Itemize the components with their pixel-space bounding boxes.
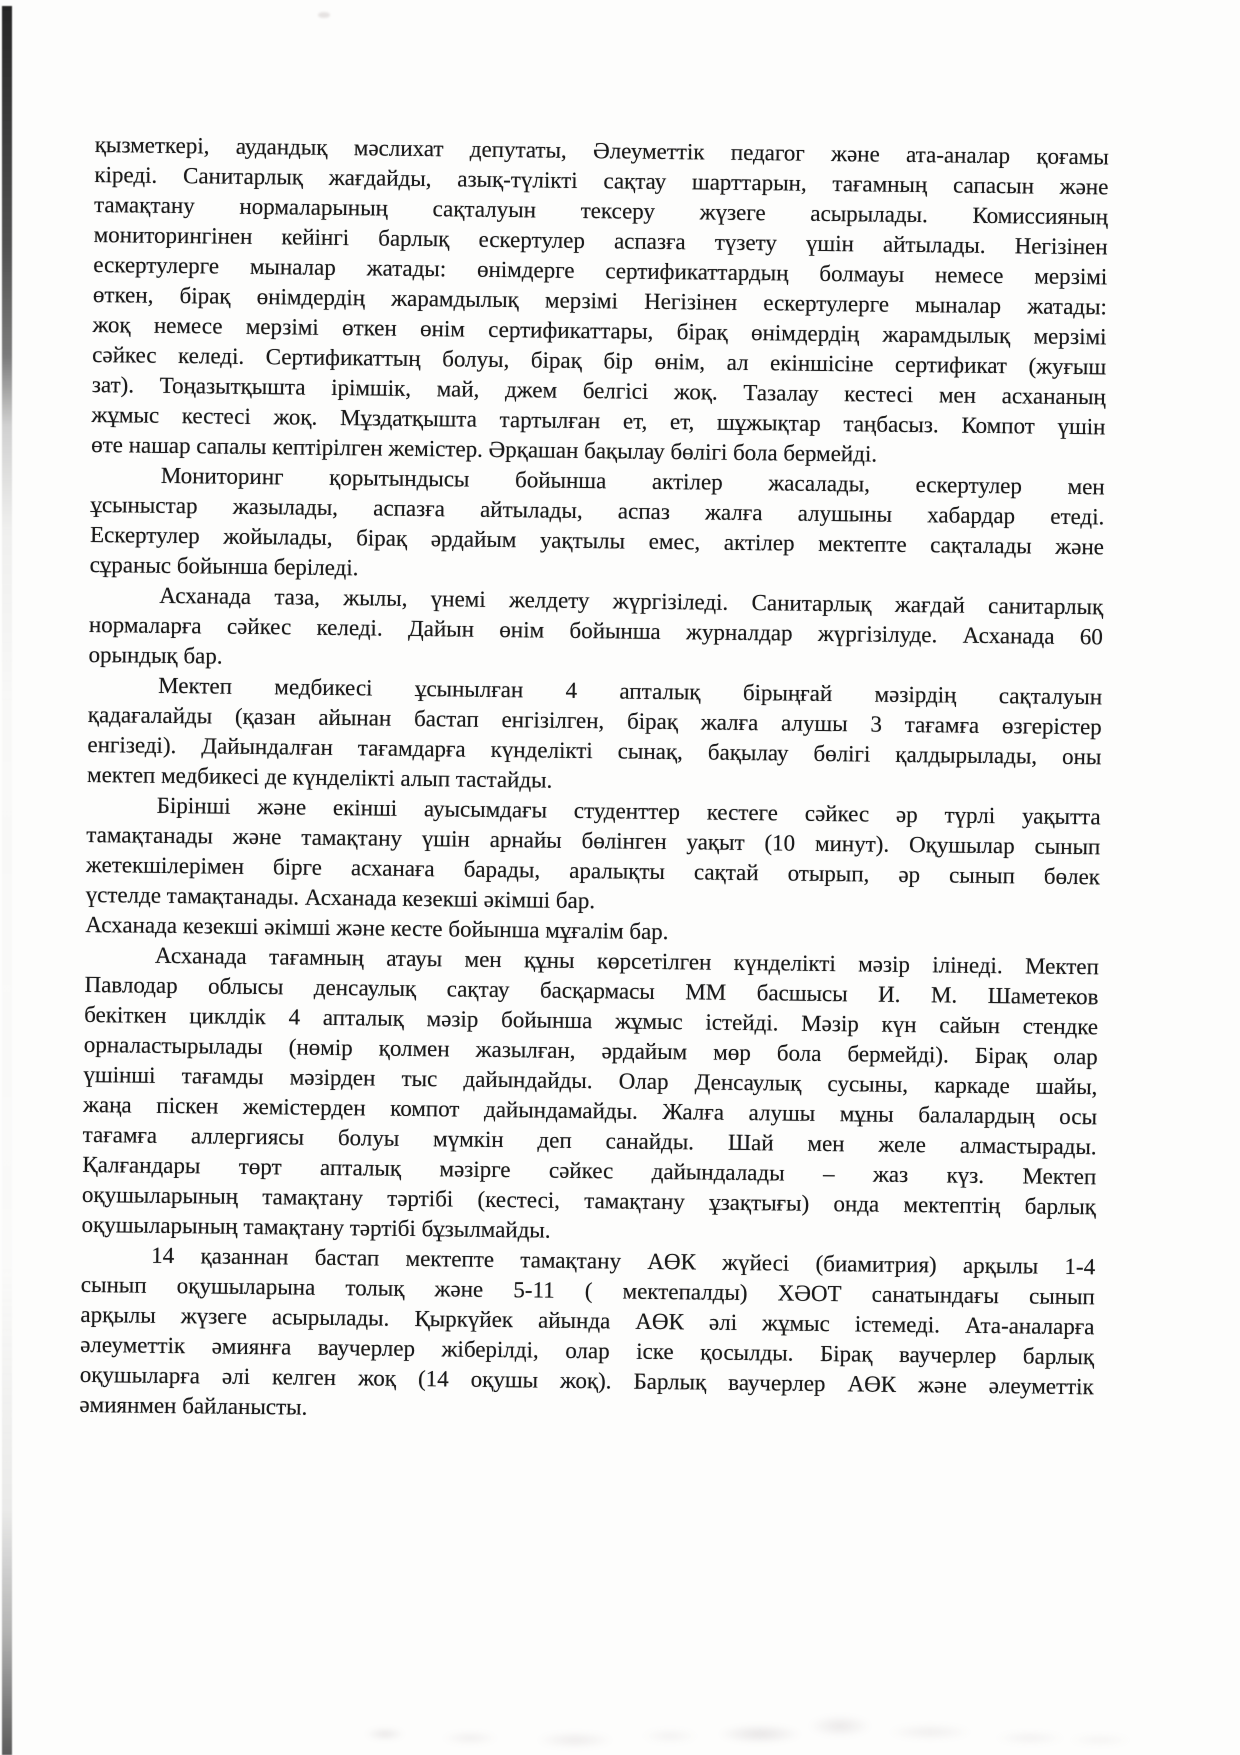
text-line: Павлодар облысы денсаулық сақтау басқармасы ММ басшысы И. М. Шаметеков (84, 971, 1099, 1010)
text-line: кіреді. Санитарлық жағдайды, азық-түлікті сақтау шарттарын, тағамның сапасын және (94, 161, 1109, 200)
text-line: Ескертулер жойылады, бірақ әрдайым уақтылы емес, актілер мектепте сақталады және (89, 521, 1105, 560)
text-line: Мектеп медбикесі ұсынылған 4 апталық бірыңғай мәзірдің сақталуын (158, 672, 1103, 710)
text-line: ескертулерге мыналар жатады: өнімдерге сертификаттардың болмауы немесе мерзімі (93, 251, 1108, 290)
text-line: нормаларға сәйкес келеді. Дайын өнім бойынша журналдар жүргізілуде. Асханада 60 (88, 611, 1104, 650)
text-line: орналастырылады (нөмір қолмен жазылған, әрдайым мөр бола бермейді). Бірақ олар (83, 1031, 1098, 1070)
text-line: тамақтанады және тамақтану үшін арнайы бөлінген уақыт (10 минут). Оқушылар сынып (86, 821, 1101, 860)
bleed-through-smudge (340, 1696, 1150, 1750)
text-line: жетекшілерімен бірге асханаға барады, аралықты сақтай отырып, әр сынып бөлек (85, 851, 1101, 890)
scan-edge-artifact (2, 6, 12, 1755)
text-line: әмиянмен байланысты. (79, 1391, 308, 1420)
text-line: ұсыныстар жазылады, аспазға айтылады, аспаз жалға алушыны хабардар етеді. (90, 491, 1105, 530)
text-line: Асханада кезекші әкімші және кесте бойынша мұғалім бар. (85, 911, 669, 945)
text-line: Қалғандары төрт апталық мәзірге сәйкес дайындалады – жаз күз. Мектеп (82, 1151, 1097, 1190)
text-line: оқушыларының тамақтану тәртібі (кестесі, тамақтану ұзақтығы) онда мектептің барлық (81, 1181, 1097, 1220)
text-line: тағамға аллергиясы болуы мүмкін деп санайды. Шай мен желе алмастырады. (82, 1121, 1097, 1160)
document-text (79, 130, 1109, 1432)
scan-speck (318, 12, 330, 18)
text-line: Мониторинг қорытындысы бойынша актілер жасалады, ескертулер мен (160, 462, 1105, 500)
text-line: қызметкері, аудандық мәслихат депутаты, Әлеуметтік педагог және ата-аналар қоғамы (94, 131, 1109, 170)
text-line: өте нашар сапалы кептірілген жемістер. Әрқашан бақылау бөлігі бола бермейді. (91, 431, 878, 467)
text-line: оқушыларға әлі келген жоқ (14 оқушы жоқ). Барлық ваучерлер АӨК және әлеуметтік (79, 1361, 1094, 1400)
text-line: енгізеді). Дайындалған тағамдарға күнделікті сынақ, бақылау бөлігі қалдырылады, оны (87, 731, 1102, 770)
text-line: оқушыларының тамақтану тәртібі бұзылмайды. (81, 1211, 551, 1243)
text-line: үшінші тағамды мәзірден тыс дайындайды. Олар Денсаулық сусыны, каркаде шайы, (83, 1061, 1098, 1100)
text-line: сәйкес келеді. Сертификаттың болуы, бірақ бір өнім, ал екіншісіне сертификат (жуғыш (92, 341, 1107, 380)
text-line: мектеп медбикесі де күнделікті алып тастайды. (86, 761, 553, 793)
text-line: жоқ немесе мерзімі өткен өнім сертификаттары, бірақ өнімдердің жарамдылық мерзімі (92, 311, 1107, 350)
text-line: өткен, бірақ өнімдердің жарамдылық мерзімі Негізінен ескертулерге мыналар жатады: (92, 281, 1108, 320)
text-line: жұмыс кестесі жоқ. Мұздатқышта тартылған ет, ет, шұжықтар таңбасыз. Компот үшін (91, 401, 1106, 440)
text-line: сұраныс бойынша беріледі. (89, 551, 359, 581)
text-line: Асханада таза, жылы, үнемі желдету жүргізіледі. Санитарлық жағдай санитарлық (159, 582, 1104, 620)
text-line: қадағалайды (қазан айынан бастап енгізілген, бірақ жалға алушы 3 тағамға өзгерістер (87, 701, 1102, 740)
text-line: мониторингінен кейінгі барлық ескертулер аспазға түзету үшін айтылады. Негізінен (93, 221, 1108, 260)
text-line: үстелде тамақтанады. Асханада кезекші әкімші бар. (85, 881, 596, 914)
text-line: Асханада тағамның атауы мен құны көрсетілген күнделікті мәзір ілінеді. Мектеп (154, 942, 1100, 980)
text-line: зат). Тоңазытқышта ірімшік, май, джем белгісі жоқ. Тазалау кестесі мен асхананың (91, 371, 1106, 410)
text-line: орындық бар. (88, 641, 223, 669)
text-line: 14 қазаннан бастап мектепте тамақтану АӨК жүйесі (биамитрия) арқылы 1-4 (151, 1242, 1096, 1280)
text-line: арқылы жүзеге асырылады. Қыркүйек айында АӨК әлі жұмыс істемеді. Ата-аналарға (80, 1301, 1095, 1340)
text-line: бекіткен циклдік 4 апталық мәзір бойынша жұмыс істейді. Мәзір күн сайын стендке (84, 1001, 1099, 1040)
text-line: жаңа піскен жемістерден компот дайындамайды. Жалға алушы мұны балалардың осы (82, 1091, 1098, 1130)
text-line: әлеуметтік әмиянға ваучерлер жіберілді, олар іске қосылды. Бірақ ваучерлер барлық (80, 1331, 1095, 1370)
text-line: сынып оқушыларына толық және 5-11 ( мектепалды) ХӘОТ санатындағы сынып (80, 1271, 1095, 1310)
text-line: тамақтану нормаларының сақталуын тексеру жүзеге асырылады. Комиссияның (93, 191, 1109, 230)
text-line: Бірінші және екінші ауысымдағы студенттер кестеге сәйкес әр түрлі уақытта (156, 792, 1101, 830)
